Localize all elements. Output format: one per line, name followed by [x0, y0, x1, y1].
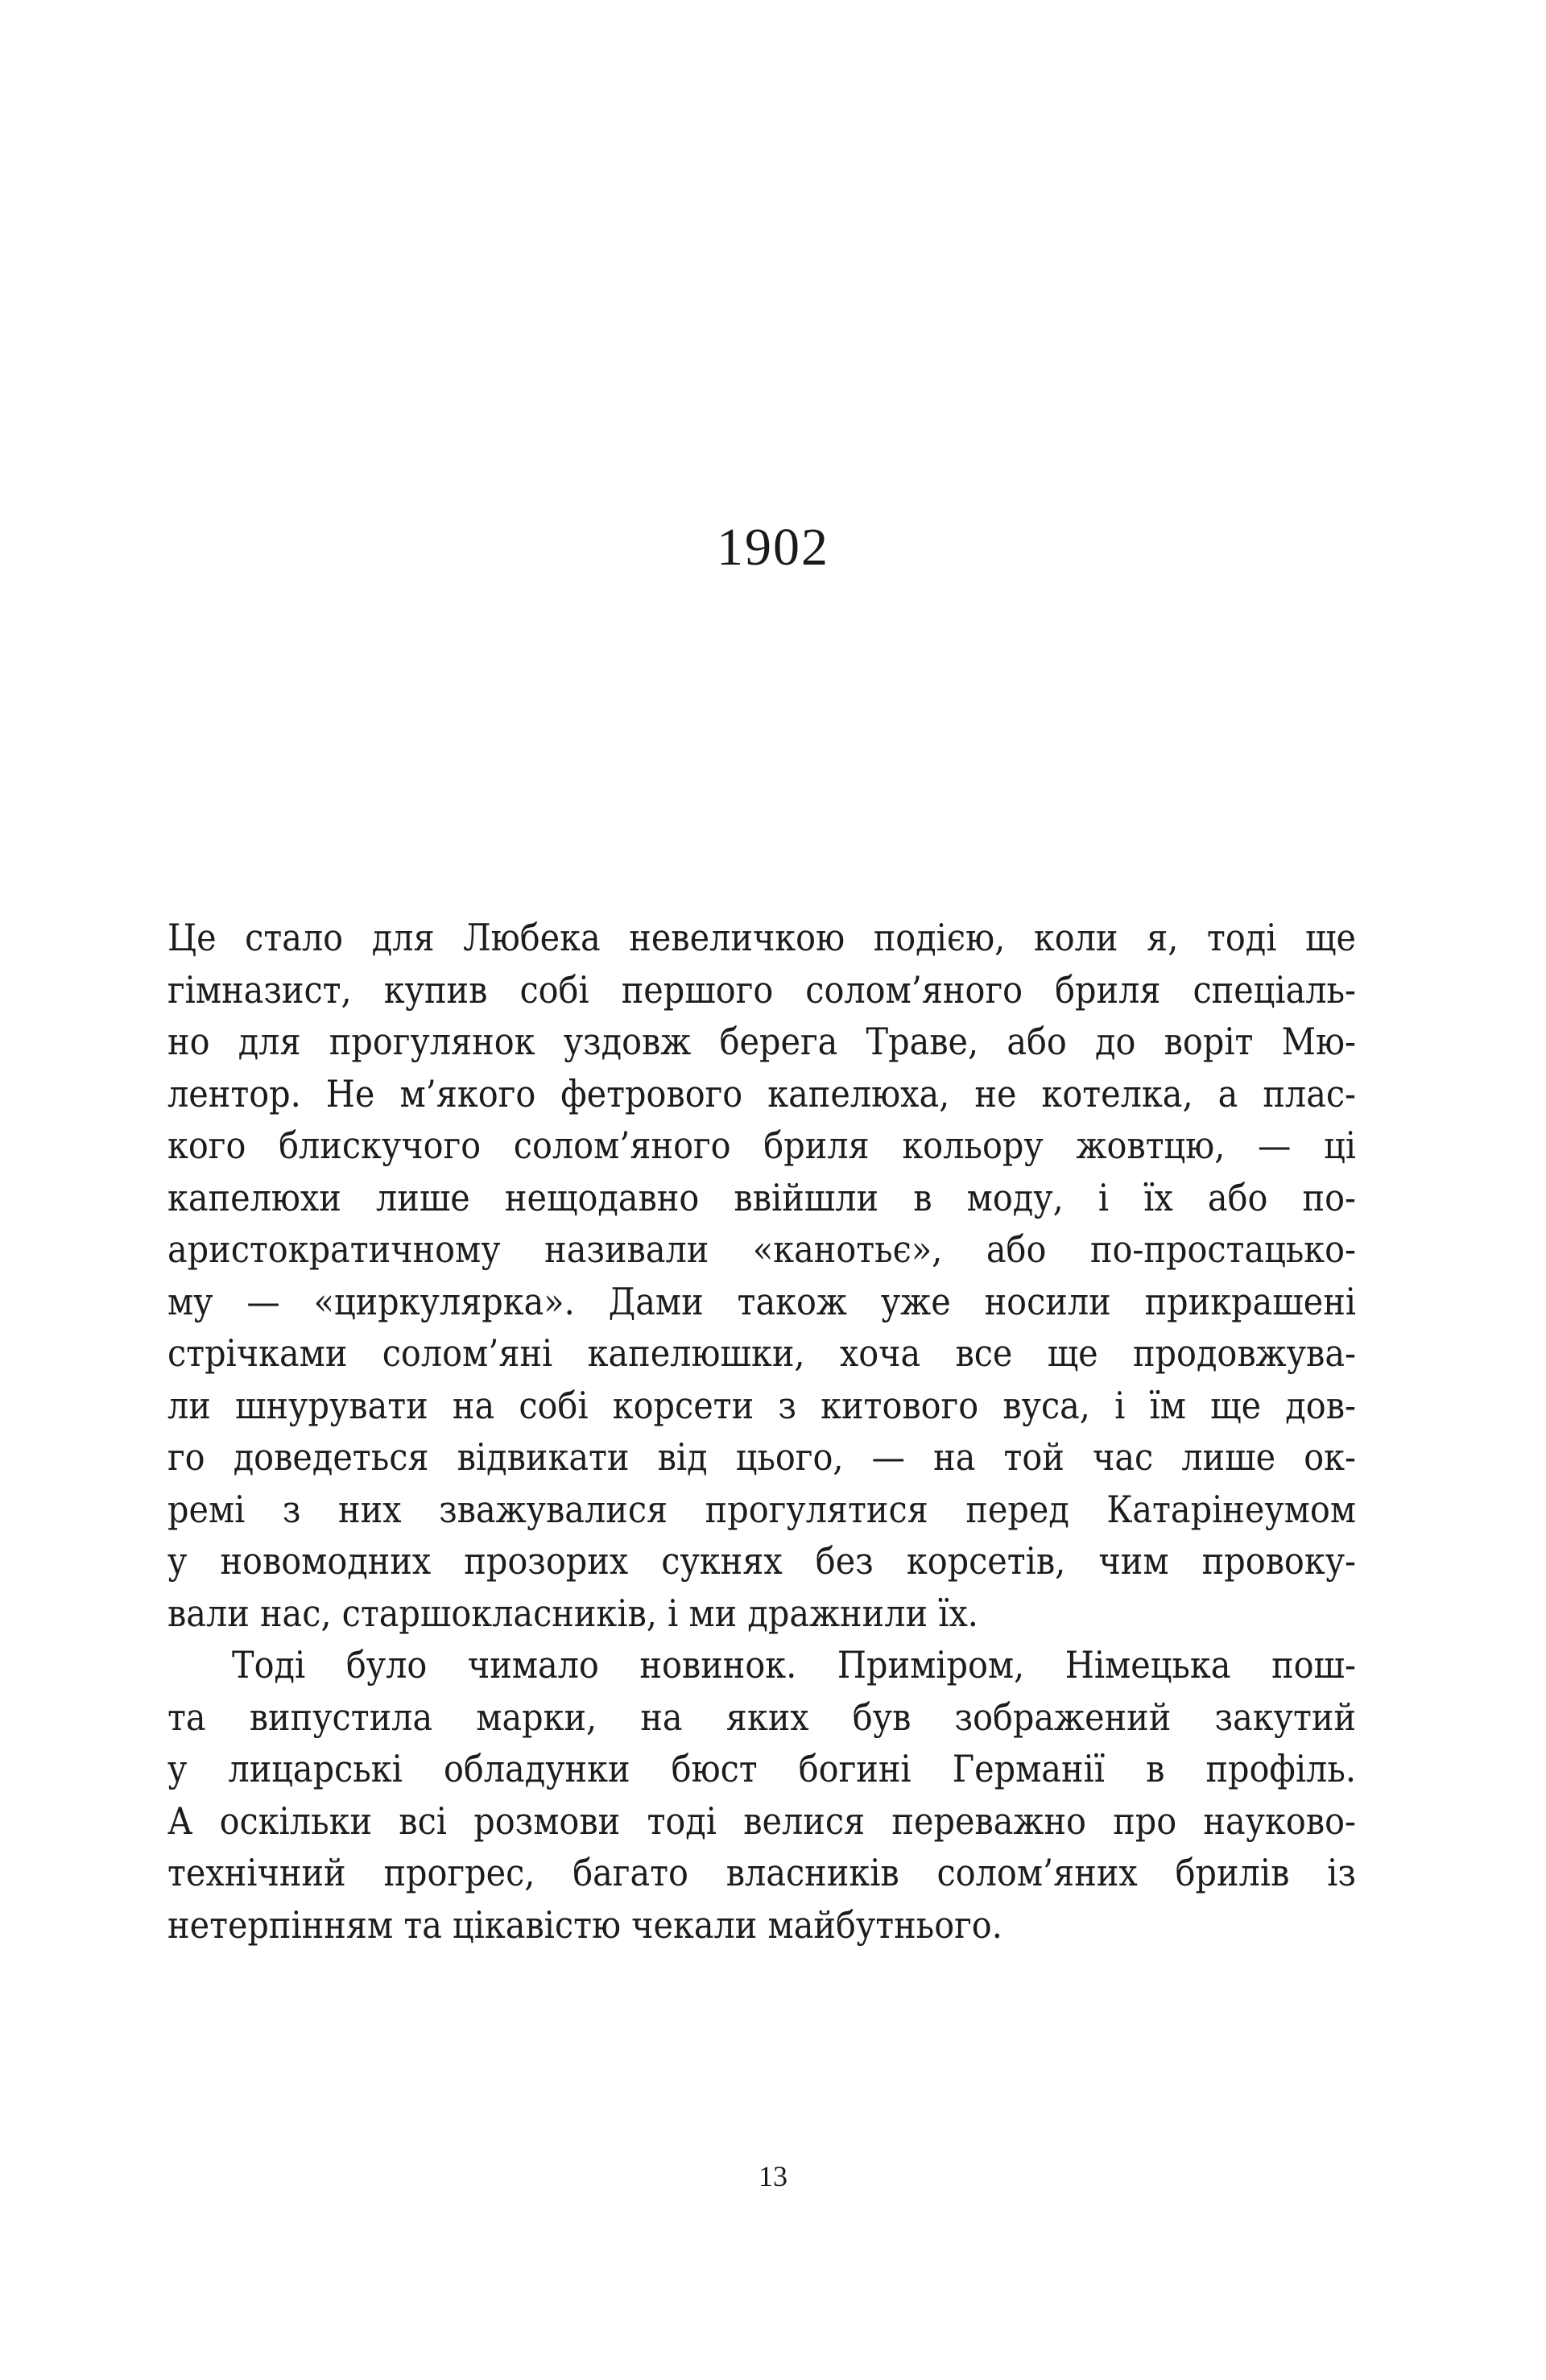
text-line: го доведеться відвикати від цього, — на той час лише ок-: [167, 1435, 1357, 1479]
paragraph-1: [167, 912, 1356, 1639]
text-line: у лицарські обладунки бюст богині Германії в профіль.: [167, 1747, 1357, 1790]
text-line: кого блискучого солом’яного бриля кольору жовтцю, — ці: [167, 1124, 1357, 1167]
chapter-title: 1902: [717, 518, 829, 577]
text-line: технічний прогрес, багато власників солом’яних брилів із: [167, 1851, 1356, 1894]
text-line: А оскільки всі розмови тоді велися переважно про науково-: [167, 1798, 1356, 1843]
text-line: та випустила марки, на яких був зображений закутий: [167, 1695, 1357, 1739]
page-number: 13: [759, 2160, 787, 2192]
text-line: гімназист, купив собі першого солом’яного бриля спеціаль-: [167, 967, 1357, 1012]
text-line: Тоді було чимало новинок. Приміром, Німецька пош-: [232, 1643, 1357, 1687]
body-text: [167, 912, 1356, 1951]
text-line: ремі з них зважувалися прогулятися перед Катарінеумом: [167, 1487, 1357, 1531]
paragraph-2: [167, 1639, 1356, 1951]
text-line: аристократичному називали «канотьє», або по-простацько-: [167, 1227, 1357, 1271]
text-line: но для прогулянок уздовж берега Траве, або до воріт Мю-: [167, 1020, 1357, 1063]
text-line: му — «циркулярка». Дами також уже носили прикрашені: [167, 1279, 1357, 1323]
text-line: лентор. Не м’якого фетрового капелюха, не котелка, а плас-: [167, 1071, 1357, 1115]
text-line: у новомодних прозорих сукнях без корсетів, чим провоку-: [167, 1539, 1357, 1583]
text-line: ли шнурувати на собі корсети з китового вуса, і їм ще дов-: [167, 1383, 1356, 1427]
text-line: стрічками солом’яні капелюшки, хоча все ще продовжува-: [167, 1331, 1356, 1375]
text-line: нетерпінням та цікавістю чекали майбутнього.: [167, 1902, 1002, 1947]
text-line: капелюхи лише нещодавно ввійшли в моду, і їх або по-: [167, 1175, 1356, 1219]
text-line: Це стало для Любека невеличкою подією, коли я, тоді ще: [167, 916, 1356, 959]
text-line: вали нас, старшокласників, і ми дражнили їх.: [167, 1591, 978, 1635]
